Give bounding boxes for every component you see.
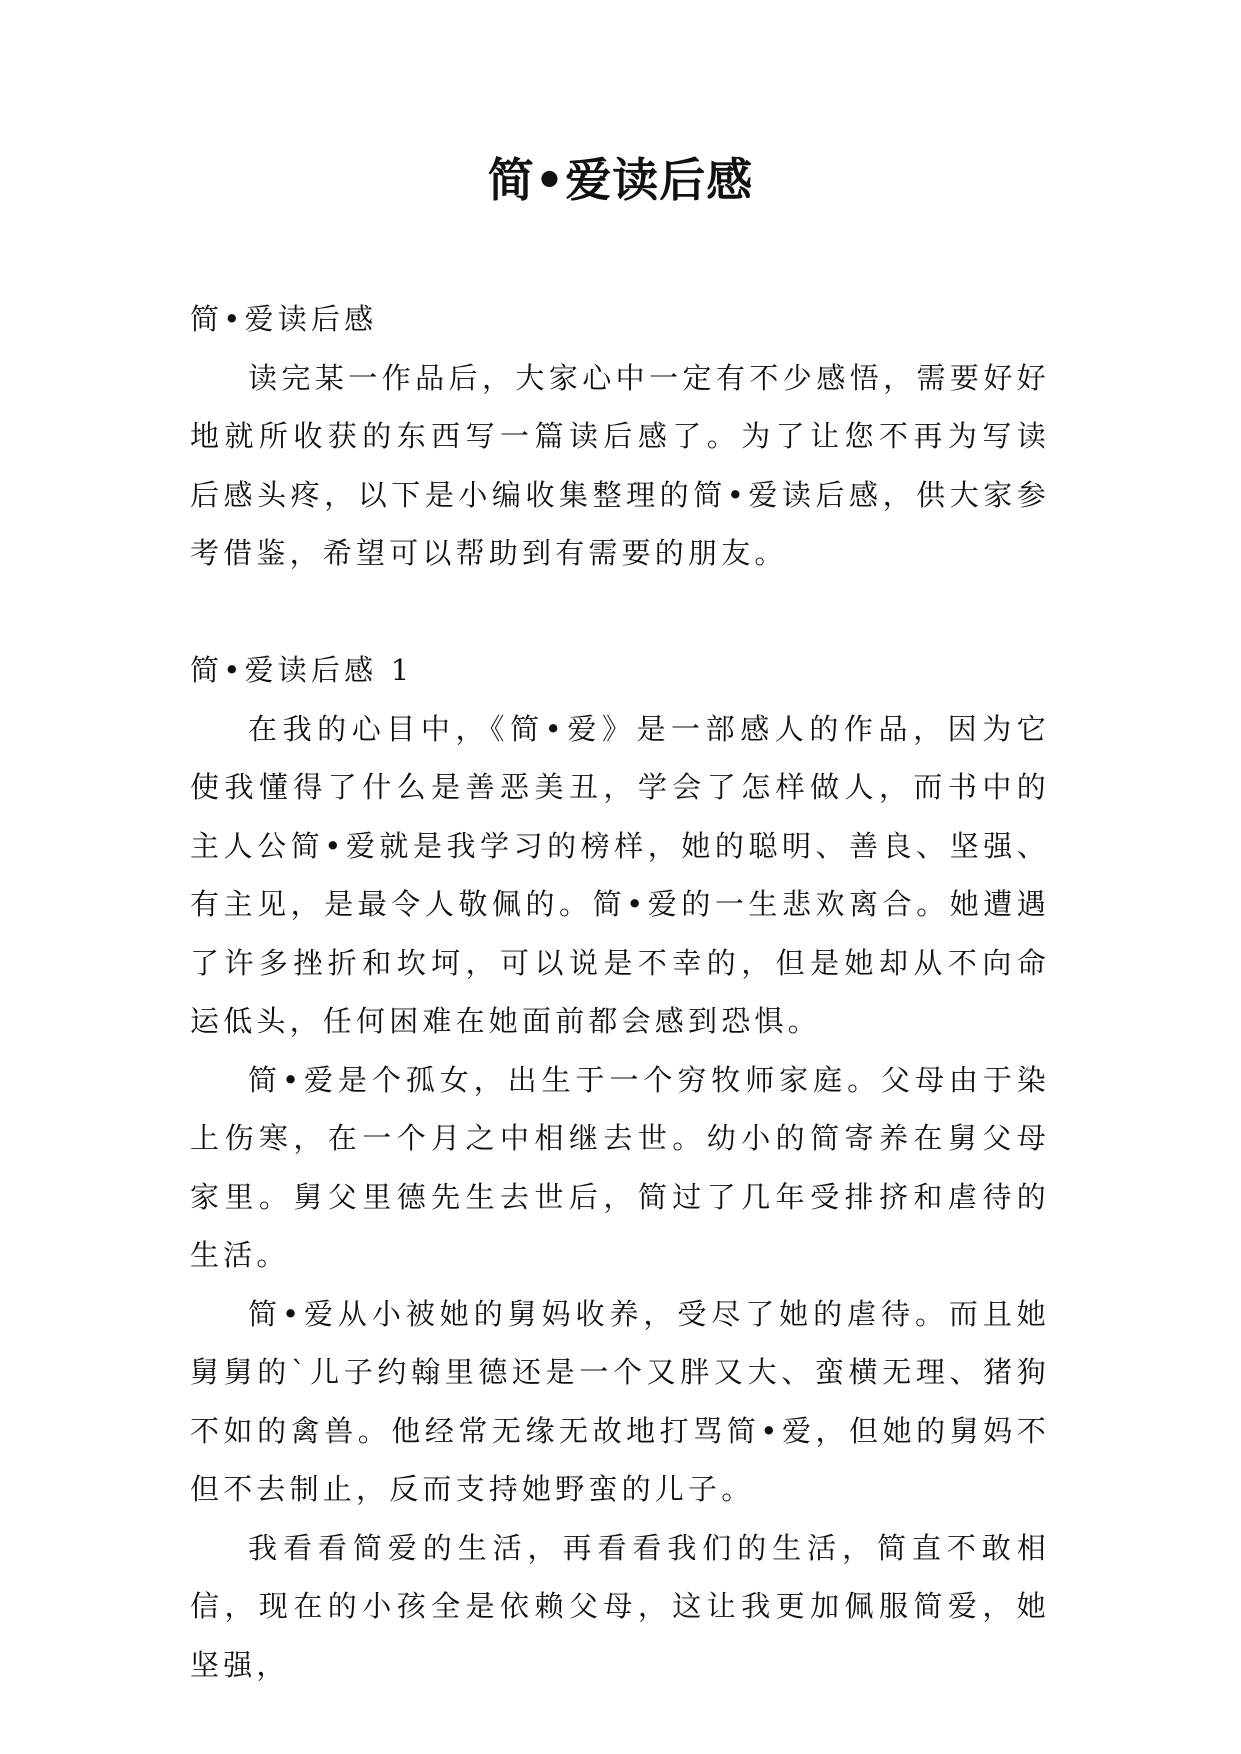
intro-paragraph: 读完某一作品后，大家心中一定有不少感悟，需要好好地就所收获的东西写一篇读后感了。为了让您不再为写读后感头疼，以下是小编收集整理的简•爱读后感，供大家参考借鉴，希望可以帮助到有需要的朋友。: [190, 360, 1050, 570]
section1-paragraph-3: 简•爱从小被她的舅妈收养，受尽了她的虐待。而且她舅舅的`儿子约翰里德还是一个又胖又大、蛮横无理、猪狗不如的禽兽。他经常无缘无故地打骂简•爱，但她的舅妈不但不去制止，反而支持她野蛮的儿子。: [190, 1296, 1050, 1506]
intro-heading: 简•爱读后感: [190, 302, 378, 336]
document-body: [190, 290, 1050, 1694]
section1-paragraph-2: 简•爱是个孤女，出生于一个穷牧师家庭。父母由于染上伤寒，在一个月之中相继去世。幼小的简寄养在舅父母家里。舅父里德先生去世后，简过了几年受排挤和虐待的生活。: [190, 1062, 1050, 1272]
section1-heading: 简•爱读后感 1: [190, 653, 414, 687]
section1-paragraph-4: 我看看简爱的生活，再看看我们的生活，简直不敢相信，现在的小孩全是依赖父母，这让我更加佩服简爱，她坚强，: [190, 1530, 1050, 1682]
document-title: 简•爱读后感: [487, 153, 754, 207]
section-spacer: [190, 583, 1050, 642]
section1-paragraph-1: 在我的心目中，《简•爱》是一部感人的作品，因为它使我懂得了什么是善恶美丑，学会了怎样做人，而书中的主人公简•爱就是我学习的榜样，她的聪明、善良、坚强、有主见，是最令人敬佩的。简•爱的一生悲欢离合。她遭遇了许多挫折和坎坷，可以说是不幸的，但是她却从不向命运低头，任何困难在她面前都会感到恐惧。: [190, 711, 1050, 1038]
